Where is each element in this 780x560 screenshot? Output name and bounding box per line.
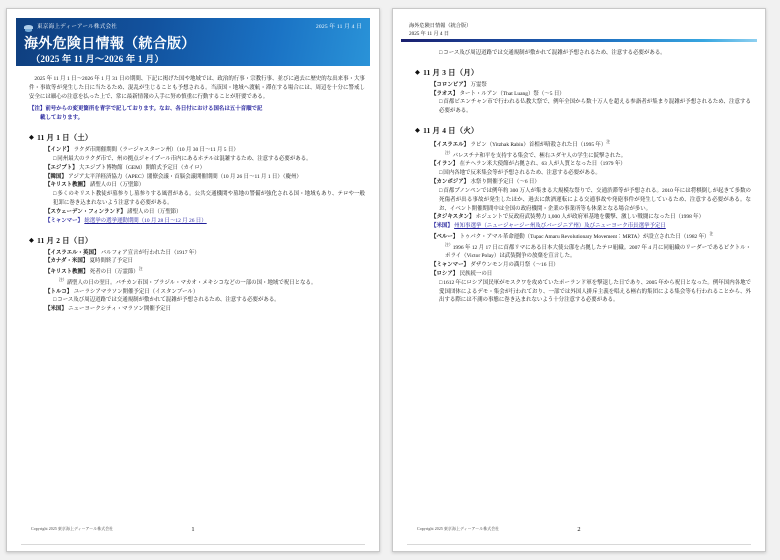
event-text: トゥパク・アマル革命運動（Tupac Amaru Revolutionary Movement：MRTA）が設立された日（1982 年） [459,233,710,240]
event-entry [431,139,751,150]
footnote-text: 諸聖人の日の翌日。バチカン市国・ブラジル・マカオ・メキシコなどの一部の国・地域で祝日となる。 [66,279,317,286]
page-1-footer [7,527,379,541]
intro-note-line1: 【注】前号からの変更箇所を青字で記しております。なお、各日付における国名は五十音順で記 [29,106,263,113]
event-text: アジア太平洋経済協力（APEC）閣僚会議・首脳会議開催期間（10 月 26 日～11 月 1 日）（慶州） [68,173,302,180]
event-country: 【ロシア】 [431,270,460,277]
event-entry [45,288,365,297]
event-entry [45,181,365,190]
event-detail-bullet [439,279,751,305]
event-detail-bullet [439,98,751,116]
event-country: 【トルコ】 [45,288,74,295]
page-1-body [29,75,365,314]
date-heading [29,235,365,247]
page-1-sections [29,132,365,314]
footer-copyright: Copyright 2025 東京海上ディーアール株式会社 [31,527,114,531]
tokio-marine-logo-icon [24,24,33,33]
document-page-1[interactable] [6,8,380,552]
date-heading [415,67,751,79]
square-bullet-icon: □ [439,50,443,56]
event-country: 【インド】 [45,147,74,154]
event-entry [45,164,365,173]
footnote-text: 1996 年 12 月 17 日に首都リマにある日本大使公邸を占拠したテロ組織。2007 年 4 月に同組織のリーダーであるビクトル・ポライ（Victor Polay）は武装闘争の放棄を宣言した。 [445,244,752,260]
event-country: 【ミャンマー】 [431,262,471,269]
event-detail-bullet [53,155,365,164]
footnote-marker: 注 [138,267,143,272]
square-bullet-icon: □ [53,191,57,198]
event-text: バルフォア宣言が行われた日（1917 年） [100,249,200,256]
event-text: ラクダ市開催期間（ラージャスターン州）（10 月 30 日～11 月 5 日） [73,147,239,154]
event-country: 【キリスト教圏】 [45,182,90,189]
footnote [445,150,751,161]
event-entry [431,261,751,270]
page-masthead [16,18,370,66]
event-country: 【カナダ・米国】 [45,258,90,265]
event-text: 夏時間終了予定日 [89,258,134,265]
event-detail-bullet [53,190,365,208]
footnote-marker: 注 [709,232,714,237]
event-entry [45,257,365,266]
date-heading-label: 11 月 3 日（月） [423,67,479,77]
footnote-marker: 注 [606,140,611,145]
event-detail-text: 多くのキリスト教徒が墓参りし墓参りする風習がある。公共交通機関や墓地の警備が強化される国・地域もあり、テロや一般犯罪に巻き込まれないよう注意する必要がある。 [53,191,365,207]
event-detail-bullet [53,296,365,305]
event-entry [431,81,751,90]
footer-divider [407,544,751,545]
event-text: ダザウンモン月の満月祭（～16 日） [470,262,559,269]
event-country: 【タジキスタン】 [431,214,476,221]
running-head-date: 2025 年 11 月 4 日 [409,30,450,37]
document-subtitle: （2025 年 11 月～2026 年 1 月） [31,54,164,65]
event-detail-text: コース及び周辺道路では交通規制が敷かれて混雑が予想されるため、注意する必要がある。 [57,297,280,304]
event-text: ニューヨークシティ・マラソン開催予定日 [68,306,172,313]
event-country: 【カンボジア】 [431,179,471,186]
event-country: 【エジプト】 [45,164,79,171]
event-entry [45,305,365,314]
footer-page-number: 1 [191,526,195,533]
square-bullet-icon: □ [53,155,57,162]
footnote-marker: 注） [445,150,453,155]
event-detail-text: コース及び周辺道路では交通規制が敷かれて混雑が予想されるため、注意する必要がある。 [443,50,666,56]
event-text: 大エジプト博物館（GEM）開館式予定日（カイロ） [79,164,206,171]
event-country: 【韓国】 [45,173,69,180]
event-entry [45,217,365,226]
event-text: 州知事選挙（ニュージャージー州及びバージニア州）及びニューヨーク市長選挙予定日 [454,223,666,230]
event-country: 【米国】 [45,306,69,313]
date-heading-label: 11 月 1 日（土） [37,133,93,143]
event-country: 【ミャンマー】 [45,217,85,224]
diamond-bullet-icon: ◆ [29,236,35,244]
page-2-body [415,49,751,305]
square-bullet-icon: □ [439,279,443,286]
event-country: 【スウェーデン・フィンランド】 [45,208,128,215]
event-entry [45,173,365,182]
footnote-marker: 注） [59,277,67,282]
event-country: 【キリスト教圏】 [45,269,90,276]
page-2-carryover [415,49,751,58]
event-detail-text: 1612 年にロシア国民軍がモスクワを攻めていたポーランド軍を撃退した日であり、2005 年から祝日となった。例年国内各地で愛国団体によるデモ・集会が行われており、一部では外国人排斥主義を唱える極右的集団による集会等も行われることから、外出する際には不測の事態に巻き込まれないよう十分注意する必要がある。 [439,279,751,304]
square-bullet-icon: □ [439,99,443,106]
footer-copyright: Copyright 2025 東京海上ディーアール株式会社 [417,527,500,531]
footnote [445,242,751,261]
event-country: 【ペルー】 [431,233,460,240]
event-text: ラビン（Yitzhak Rabin）首相が暗殺された日（1995 年） [470,141,607,148]
event-country: 【コロンビア】 [431,81,471,88]
page-2-footer [393,527,765,541]
event-detail-text: 国内各地で反米集会等が予想されるため、注意する必要がある。 [443,170,601,177]
footnote-marker: 注） [445,242,453,247]
footnote [59,277,365,288]
diamond-bullet-icon: ◆ [415,127,421,135]
running-head-title: 海外危険日情報（統合版） [409,23,472,29]
event-text: ユーラシアマラソン開催予定日（イスタンブール） [73,288,199,295]
event-entry [431,231,751,242]
event-detail-bullet [439,49,751,58]
intro-note [29,105,365,123]
event-text: 諸聖人の日（万聖節） [89,182,145,189]
document-title: 海外危険日情報（統合版） [24,37,196,52]
footer-page-number: 2 [577,526,581,533]
date-heading [29,132,365,144]
page-2-sections [415,67,751,305]
event-detail-text: 同州最大のラクダ市で、州の拠点ジャイプール市内にあるホテルは混雑するため、注意する必要がある。 [57,155,312,162]
event-detail-text: 首都プノンペンでは例年約 300 万人が集まる大規模な祭りで、交通渋滞等が予想される。2010 年には将棋倒しが起きて多数の死傷者が出る事故が発生したほか、過去に飲酒運転による交通事故や発砲事件が発生しているため、注意する必要がある。なお、イベント開催期間中は全国の政府機関・企業の事業所等も休業となる場合が多い。 [439,187,751,212]
event-country: 【イスラエル】 [431,141,471,148]
event-text: 総選挙の選挙運動期間（10 月 28 日～12 月 26 日） [84,217,207,224]
square-bullet-icon: □ [439,170,443,177]
document-page-2[interactable] [392,8,766,552]
masthead-brand [24,24,117,33]
event-text: 水祭り開催予定日（～6 日） [470,179,540,186]
event-country: 【ラオス】 [431,90,460,97]
event-entry [45,208,365,217]
event-text: 民族統一の日 [459,270,493,277]
event-entry [45,249,365,258]
event-entry [431,270,751,279]
diamond-bullet-icon: ◆ [29,134,35,142]
event-country: 【イラン】 [431,161,460,168]
masthead-date: 2025 年 11 月 4 日 [315,24,362,31]
event-entry [45,146,365,155]
footer-divider [21,544,365,545]
square-bullet-icon: □ [439,187,443,194]
event-text: 万霊祭 [470,81,487,88]
diamond-bullet-icon: ◆ [415,68,421,76]
date-heading [415,125,751,137]
event-detail-bullet [439,169,751,178]
square-bullet-icon: □ [53,297,57,304]
event-detail-text: 首都ビエンチャン市で行われる仏教大祭で、例年全国から数十万人を超える参詣者が集まり混雑が予想されるため、注意する必要がある。 [439,99,751,115]
event-entry [45,266,365,277]
footnote-text: パレスチナ和平を支持する集会で、極右ユダヤ人の学生に銃撃された。 [452,152,627,159]
event-text: ホジェントで反政府武装勢力 1,000 人が政府軍基地を襲撃、激しい戦闘になった日（1998 年） [475,214,705,221]
intro-note-line2: 載しております。 [40,115,84,122]
event-entry [431,178,751,187]
event-entry [431,222,751,231]
event-entry [431,213,751,222]
event-country: 【イスラエル・英国】 [45,249,101,256]
event-text: タート・ルアン（That Luang）祭（～5 日） [459,90,565,97]
event-entry [431,90,751,99]
event-text: 在テヘラン米大使館が占拠され、63 人が人質となった日（1979 年） [459,161,626,168]
event-country: 【米国】 [431,223,455,230]
event-text: 死者の日（万霊節） [89,269,139,276]
date-heading-label: 11 月 4 日（火） [423,126,479,136]
date-heading-label: 11 月 2 日（日） [37,235,93,245]
page-2-header-rule [401,39,757,42]
intro-paragraph: 2025 年 11 月 1 日～2026 年 1 月 31 日の期間、下記に掲げた国や地域では、政治的行事・宗教行事、並びに過去に歴史的な出来事・大事件・事故等が発生した日に当たるため、混乱が生じることも予想される。当該国・地域へ渡航・滞在する場合には、周辺を十分に警戒し安全には細心の注意を払った上で、常に最新情報の入手に努め慎重に行動することが肝要である。 [29,76,365,100]
event-detail-bullet [439,187,751,213]
event-text: 諸聖人の日（万聖節） [127,208,182,215]
event-entry [431,160,751,169]
page-2-running-head [409,23,471,38]
masthead-top-row [24,22,362,34]
company-name: 東京海上ディーアール株式会社 [37,24,118,31]
